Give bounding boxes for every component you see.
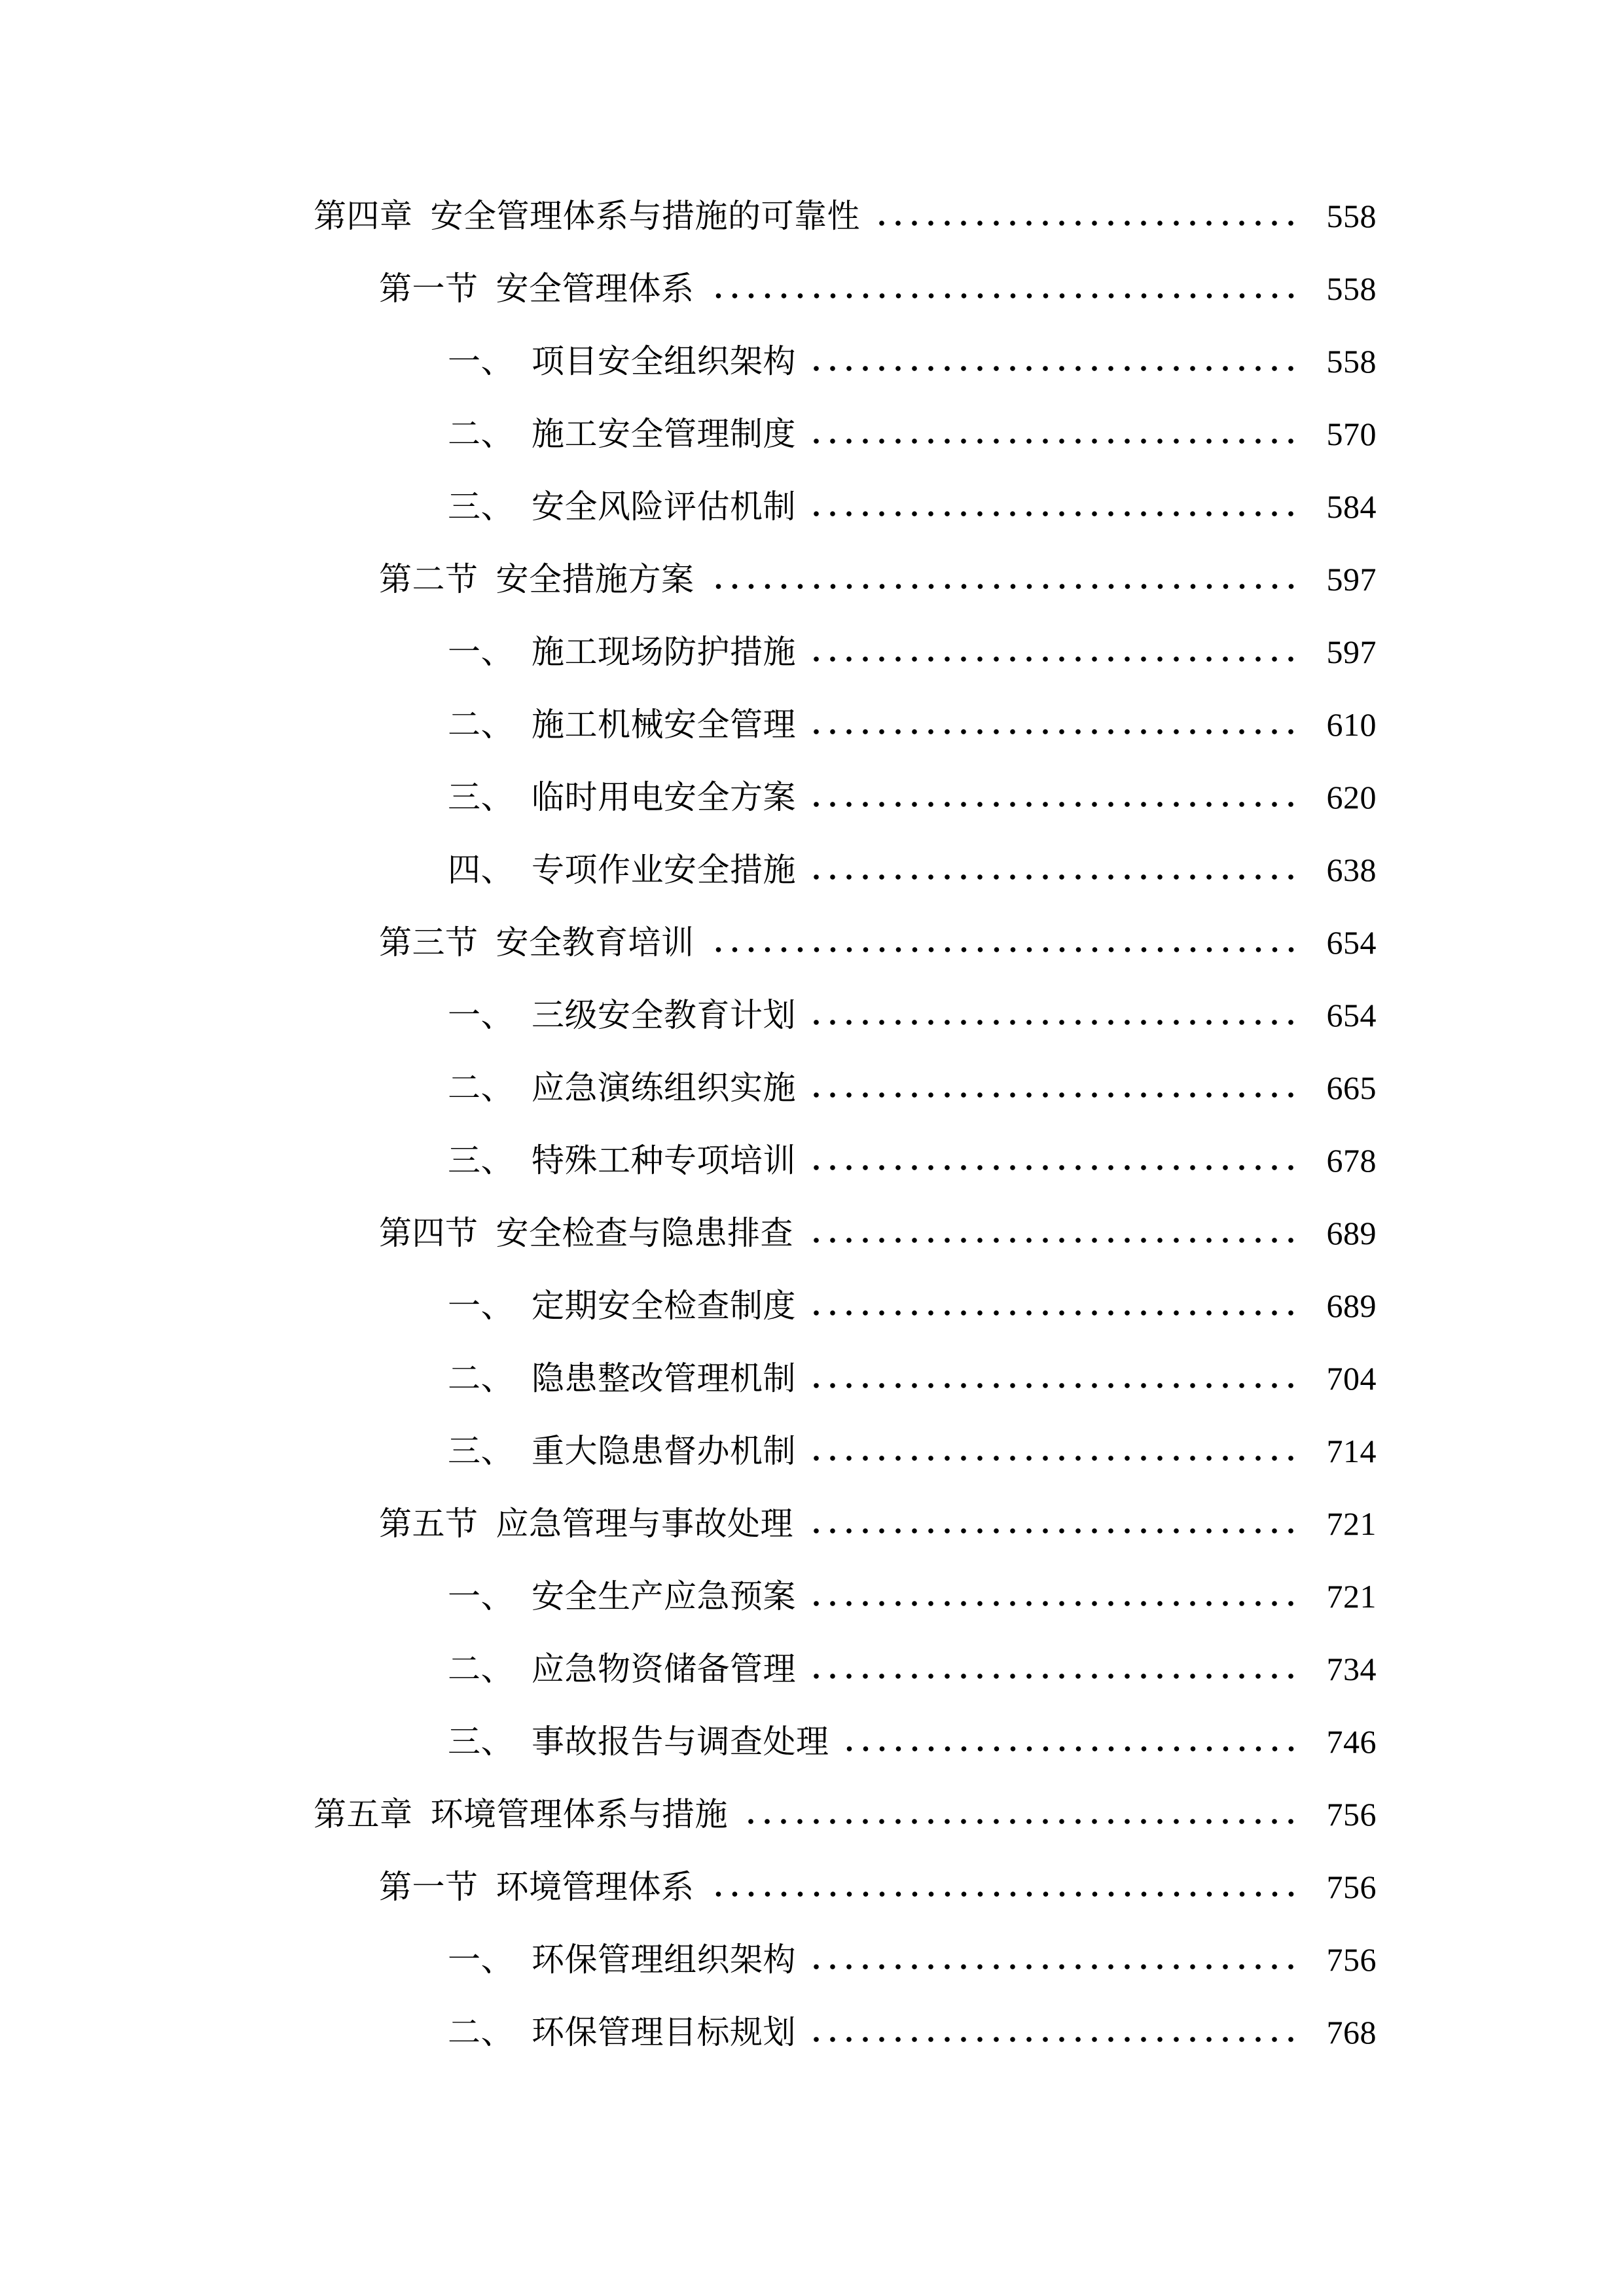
toc-entry-page: 689	[1326, 1287, 1377, 1324]
toc-entry	[0, 1831, 1624, 1903]
toc-entry-title: 施工机械安全管理	[532, 706, 796, 743]
toc-entry	[0, 596, 1624, 668]
toc-entry-label: 第五节	[379, 1505, 478, 1542]
toc-entry-page: 734	[1326, 1651, 1377, 1687]
toc-entry	[0, 523, 1624, 596]
toc-entry	[0, 1177, 1624, 1249]
toc-entry-page: 558	[1326, 198, 1377, 234]
toc-entry	[0, 232, 1624, 305]
toc-entry	[0, 1685, 1624, 1758]
toc-entry-page: 768	[1326, 2014, 1377, 2051]
toc-entry-label: 三、	[448, 779, 514, 816]
toc-entry-page: 654	[1326, 997, 1377, 1033]
dot-leader	[706, 583, 1305, 590]
toc-entry-page: 597	[1326, 634, 1377, 670]
toc-entry-page: 610	[1326, 706, 1377, 743]
toc-entry-label: 四、	[448, 852, 514, 888]
toc-entry-label: 一、	[448, 634, 514, 670]
toc-entry-page: 558	[1326, 270, 1377, 307]
toc-entry-page: 678	[1326, 1142, 1377, 1179]
toc-entry-title: 安全检查与隐患排查	[496, 1215, 793, 1251]
toc-entry	[0, 160, 1624, 232]
dot-leader	[808, 1455, 1305, 1462]
toc-entry-label: 一、	[448, 1941, 514, 1978]
toc-entry-title: 应急管理与事故处理	[496, 1505, 793, 1542]
toc-entry-label: 一、	[448, 343, 514, 380]
toc-entry-page: 756	[1326, 1869, 1377, 1905]
toc-entry	[0, 1249, 1624, 1322]
dot-leader	[808, 1964, 1305, 1970]
toc-entry-page: 704	[1326, 1360, 1377, 1397]
toc-entry-title: 定期安全检查制度	[532, 1287, 796, 1324]
toc-entry-title: 环保管理目标规划	[532, 2014, 796, 2051]
toc-entry	[0, 1758, 1624, 1831]
toc-entry	[0, 959, 1624, 1031]
dot-leader	[808, 1092, 1305, 1098]
toc-entry-title: 环保管理组织架构	[532, 1941, 796, 1978]
toc-entry-title: 环境管理体系与措施	[430, 1796, 728, 1833]
dot-leader	[808, 2036, 1305, 2043]
toc-entry-page: 570	[1326, 416, 1377, 452]
dot-leader	[808, 801, 1305, 808]
toc-entry-title: 施工安全管理制度	[532, 416, 796, 452]
dot-leader	[808, 511, 1305, 517]
toc-entry-title: 三级安全教育计划	[532, 997, 796, 1033]
toc-entry-page: 584	[1326, 488, 1377, 525]
toc-entry-page: 689	[1326, 1215, 1377, 1251]
toc-entry	[0, 1104, 1624, 1177]
toc-entry-page: 756	[1326, 1941, 1377, 1978]
toc-entry-page: 665	[1326, 1069, 1377, 1106]
toc-entry-label: 二、	[448, 706, 514, 743]
toc-entry-page: 714	[1326, 1433, 1377, 1469]
toc-entry-title: 事故报告与调查处理	[532, 1723, 829, 1760]
toc-entry-label: 第三节	[379, 924, 478, 961]
dot-leader	[841, 1746, 1305, 1752]
toc-entry-page: 721	[1326, 1505, 1377, 1542]
toc-entry-title: 应急演练组织实施	[532, 1069, 796, 1106]
toc-entry-title: 项目安全组织架构	[532, 343, 796, 380]
toc-entry-label: 第五章	[314, 1796, 413, 1833]
toc-entry	[0, 1031, 1624, 1104]
dot-leader	[706, 946, 1305, 953]
toc-entry-label: 二、	[448, 1069, 514, 1106]
toc-entry	[0, 305, 1624, 378]
toc-entry-page: 654	[1326, 924, 1377, 961]
toc-entry-title: 安全生产应急预案	[532, 1578, 796, 1615]
toc-entry-label: 第二节	[379, 561, 478, 598]
toc-entry-page: 620	[1326, 779, 1377, 816]
toc-entry-title: 应急物资储备管理	[532, 1651, 796, 1687]
toc-entry-page: 756	[1326, 1796, 1377, 1833]
toc-entry	[0, 1976, 1624, 2049]
toc-entry	[0, 1322, 1624, 1395]
toc-entry-label: 二、	[448, 1360, 514, 1397]
toc-entry-page: 597	[1326, 561, 1377, 598]
toc-entry-label: 三、	[448, 1142, 514, 1179]
dot-leader	[808, 438, 1305, 444]
toc-entry	[0, 668, 1624, 741]
toc-entry-title: 安全管理体系	[496, 270, 695, 307]
dot-leader	[808, 1164, 1305, 1171]
toc-entry-label: 第一节	[379, 270, 478, 307]
toc-entry-label: 三、	[448, 488, 514, 525]
dot-leader	[808, 728, 1305, 735]
dot-leader	[740, 1818, 1305, 1825]
toc-entry-label: 二、	[448, 1651, 514, 1687]
toc-entry	[0, 1613, 1624, 1685]
toc-entry-title: 专项作业安全措施	[532, 852, 796, 888]
toc-entry	[0, 814, 1624, 886]
toc-entry-title: 安全措施方案	[496, 561, 695, 598]
toc-entry	[0, 1903, 1624, 1976]
dot-leader	[808, 1673, 1305, 1679]
toc-entry	[0, 378, 1624, 450]
toc-entry-label: 三、	[448, 1433, 514, 1469]
toc-entry	[0, 886, 1624, 959]
toc-entry-title: 安全教育培训	[496, 924, 695, 961]
toc-entry	[0, 1395, 1624, 1467]
toc-entry-page: 746	[1326, 1723, 1377, 1760]
toc-entry-label: 一、	[448, 1287, 514, 1324]
toc-entry-title: 隐患整改管理机制	[532, 1360, 796, 1397]
toc-entry	[0, 741, 1624, 814]
dot-leader	[808, 1019, 1305, 1026]
toc-entry-page: 558	[1326, 343, 1377, 380]
toc-entry-title: 特殊工种专项培训	[532, 1142, 796, 1179]
dot-leader	[808, 365, 1305, 372]
toc-entry-title: 施工现场防护措施	[532, 634, 796, 670]
toc-entry-title: 重大隐患督办机制	[532, 1433, 796, 1469]
toc-entry	[0, 450, 1624, 523]
toc-entry	[0, 1467, 1624, 1540]
dot-leader	[808, 1310, 1305, 1316]
dot-leader	[706, 293, 1305, 299]
toc-entry-label: 一、	[448, 997, 514, 1033]
dot-leader	[706, 1891, 1305, 1897]
dot-leader	[808, 656, 1305, 662]
toc-entry-label: 第一节	[379, 1869, 478, 1905]
toc-entry-label: 二、	[448, 416, 514, 452]
toc-entry-title: 环境管理体系	[496, 1869, 695, 1905]
toc-entry-label: 第四节	[379, 1215, 478, 1251]
toc-entry-label: 三、	[448, 1723, 514, 1760]
dot-leader	[808, 1382, 1305, 1389]
toc-entry-label: 第四章	[314, 198, 413, 234]
toc-entry-page: 638	[1326, 852, 1377, 888]
toc-entry-title: 临时用电安全方案	[532, 779, 796, 816]
toc-entry-label: 一、	[448, 1578, 514, 1615]
toc-entry	[0, 1540, 1624, 1613]
dot-leader	[872, 220, 1305, 226]
dot-leader	[805, 1237, 1305, 1244]
toc	[0, 160, 1624, 2049]
toc-entry-title: 安全管理体系与措施的可靠性	[430, 198, 860, 234]
dot-leader	[808, 874, 1305, 880]
dot-leader	[805, 1528, 1305, 1534]
toc-entry-title: 安全风险评估机制	[532, 488, 796, 525]
toc-entry-page: 721	[1326, 1578, 1377, 1615]
dot-leader	[808, 1600, 1305, 1607]
toc-entry-label: 二、	[448, 2014, 514, 2051]
